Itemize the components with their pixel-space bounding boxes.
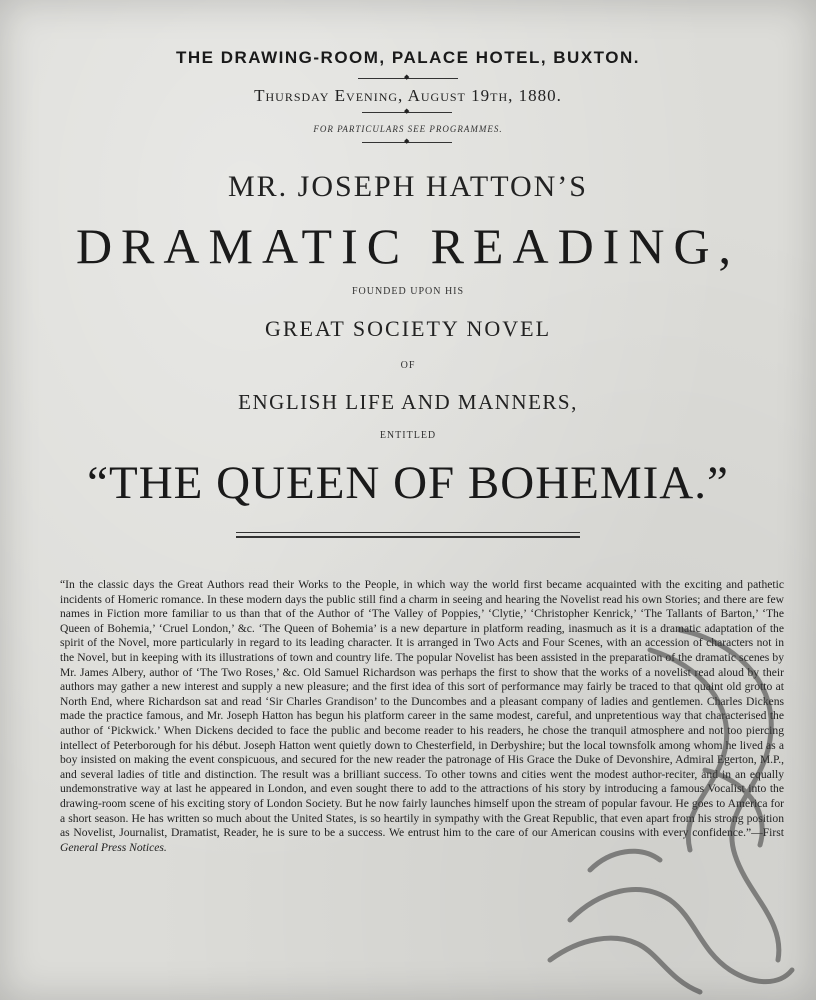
particulars-note: FOR PARTICULARS SEE PROGRAMMES. [313, 124, 503, 134]
event-date: Thursday Evening, August 19th, 1880. [254, 86, 562, 105]
novel-line: GREAT SOCIETY NOVEL [264, 316, 552, 341]
entitled-line: ENTITLED [379, 430, 437, 441]
date-ornament: ◆ [404, 107, 410, 115]
venue-ornament: ◆ [404, 73, 410, 81]
venue-heading: THE DRAWING-ROOM, PALACE HOTEL, BUXTON. [176, 48, 640, 67]
title-divider-top [236, 532, 580, 533]
press-notice-body: “In the classic days the Great Authors read their Works to the People, in which way the world first became acquainted with the exciting and pathetic incidents of Homeric romance. In these modern days the public still find a charm in seeing and hearing the Novelist read his own Stories; and there are few names in Fiction more familiar to us than that of the Author of ‘The Valley of Poppies,’ ‘Clytie,’ ‘Christopher Kenrick,’ ‘The Tallants of Barton,’ ‘The Queen of Bohemia,’ ‘Cruel London,’ &c. ‘The Queen of Bohemia’ is a new departure in platform reading, inasmuch as it is a dramatic adaptation of the spirit of the Novel, more particularly in regard to its leading character. It is arranged in Two Acts and Four Scenes, with an accession of characters not in the Novel, but in keeping with its illustrations of town and country life. The popular Novelist has been assisted in the preparation of the dramatic scenes by Mr. James Albery, author of ‘The Two Roses,’ &c. Old Samuel Richardson was perhaps the first to show that the works of a novelist read aloud by their authors may gather a new interest and supply a new pleasure; and the first idea of this sort of performance may fairly be traced to that quaint old grotto at North End, where Richardson sat and read ‘Sir Charles Grandison’ to the Duncombes and a pleasant company of ladies and gentlemen. Charles Dickens made the practice famous, and Mr. Joseph Hatton has begun his platform career in the same modest, careful, and unpretentious way that characterised the author of ‘Pickwick.’ When Dickens decided to face the public and become reader to his readers, he chose the tranquil atmosphere and not too piercing intellect of Peterborough for his début. Joseph Hatton went quietly down to Chesterfield, in Derbyshire; but the local townsfolk among whom he lived as a boy insisted on making the event conspicuous, and secured for the new reader the patronage of His Grace the Duke of Devonshire, Admiral Egerton, M.P., and several ladies of title and distinction. The result was a brilliant success. To other towns and cities went the modest author-reciter, and in an equally undemonstrative way at last he appeared in London, and even sought there to add to the attractions of his story by introducing a famous Vocalist into the drawing-room scene of his exciting story of London Society. But he now fairly launches himself upon the stream of popular favour. He goes to America for a short season. He has written so much about the United States, is so heartily in sympathy with the Great Republic, that even apart from his strong position as Novelist, Journalist, Dramatist, Reader, he is sure to be a success. We entrust him to the care of our American cousins with every confidence.”—First [60, 578, 784, 840]
press-notice [60, 578, 784, 855]
of-line: OF [400, 360, 416, 371]
work-title: “THE QUEEN OF BOHEMIA.” [87, 457, 729, 509]
manners-line: ENGLISH LIFE AND MANNERS, [238, 390, 578, 414]
press-notice-source: General Press Notices. [60, 840, 167, 854]
title-divider-bottom [236, 536, 580, 538]
author-line: MR. JOSEPH HATTON’S [227, 170, 588, 203]
headline: DRAMATIC READING, [75, 218, 741, 274]
founded-line: FOUNDED UPON HIS [351, 286, 465, 297]
particulars-ornament: ◆ [404, 137, 410, 145]
